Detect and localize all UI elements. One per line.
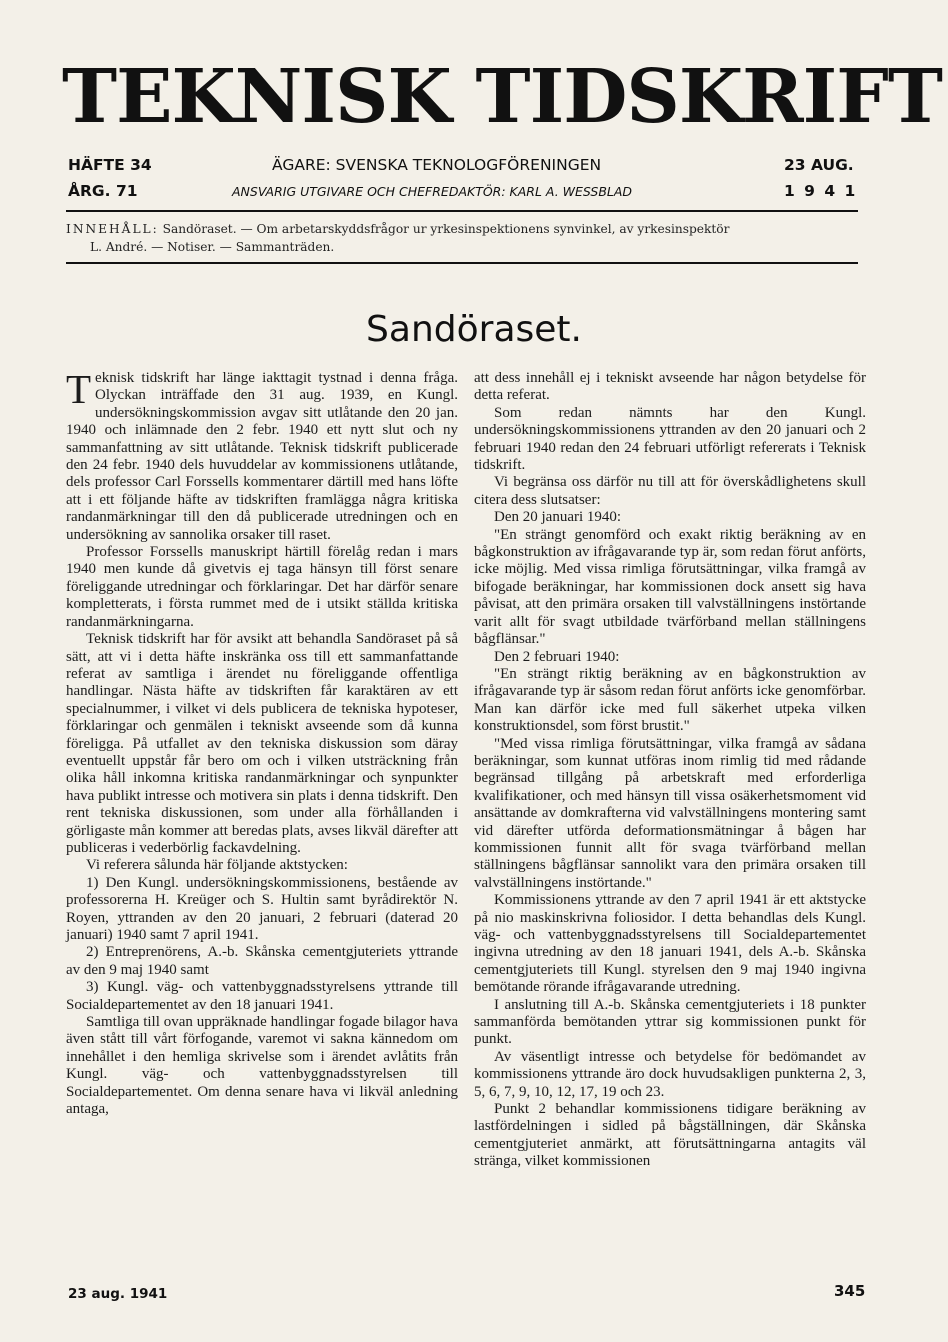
article-paragraph: Vi begränsa oss därför nu till att för överskådlighetens skull citera dess slutsatser:: [474, 474, 866, 508]
article-paragraph: 2) Entreprenörens, A.-b. Skånska cementgjuteriets yttrande av den 9 maj 1940 samt: [66, 944, 458, 978]
article-paragraph: I anslutning till A.-b. Skånska cementgjuteriets i 18 punkter sammanförda bemötanden yttrar sig kommissionen punkt för punkt.: [474, 996, 866, 1048]
contents-line-2: L. André. — Notiser. — Sammanträden.: [90, 240, 335, 254]
masthead-title: TEKNISK TIDSKRIFT: [62, 54, 942, 140]
article-paragraph: Punkt 2 behandlar kommissionens tidigare beräkning av lastfördelningen i sidled på bågställningen, där Skånska cementgjuteriet anmärkt, att förutsättningarna antagits väl stränga, vilket kommissionen: [474, 1101, 866, 1170]
article-quote: "En strängt genomförd och exakt riktig beräkning av en bågkonstruktion av ifrågavarande typ är, som redan förut anförts, icke möjlig. Med vissa rimliga förutsättningar, vilka framgå av bifogade beräkningar, har kommissionen dock ansett sig hava påvisat, att den primära orsaken till valvställningens instörtande varit allt för svagt utbildade tvärförband mellan ställningens bågflänsar.": [474, 526, 866, 648]
article-column-left: [66, 366, 458, 1118]
article-quote: "En strängt riktig beräkning av en bågkonstruktion av ifrågavarande typ är såsom redan förut anförts icke genomförbar. Man kan därför icke med full säkerhet utpeka vilken konstruktionsdel, som först brustit.": [474, 665, 866, 735]
article-paragraph: att dess innehåll ej i tekniskt avseende har någon betydelse för detta referat.: [474, 370, 866, 404]
article-paragraph: Den 20 januari 1940:: [494, 509, 622, 526]
article-paragraph: Den 2 februari 1940:: [494, 648, 620, 665]
article-paragraph: 3) Kungl. väg- och vattenbyggnadsstyrelsens yttrande till Socialdepartementet av den 18 januari 1941.: [66, 979, 458, 1013]
article-paragraph: Vi referera sålunda här följande aktstycken:: [86, 857, 348, 874]
article-paragraph: Teknisk tidskrift har för avsikt att behandla Sandöraset på så sätt, att vi i detta häfte inskränka oss till ett sammanfattande referat av samtliga i ärendet nu föreliggande offentliga handlingar. Nästa häfte av tidskriften får karaktären av ett specialnummer, i vilket vi dels publicera de tekniska hypoteser, förklaringar och genmälen i tekniskt avseende som då kunna föreligga. På utfallet av den tekniska diskussion som däray eventuellt uppstår får bero om och i vilken utsträckning från olika håll inkomna kritiska randanmärkningar och synpunkter hava publikt intresse och motivera sin plats i denna tidskrift. Den rent tekniska diskussionen, som under alla förhållanden i görligaste mån kommer att beredas plats, avses likväl därefter att publiceras i vederbörlig fackavdelning.: [66, 631, 458, 856]
article-title: Sandöraset.: [366, 309, 582, 350]
issue-date: 23 AUG.: [784, 156, 854, 174]
contents-line-1: [66, 220, 862, 238]
issue-year: 1 9 4 1: [784, 182, 858, 200]
issue-label: HÄFTE 34: [68, 156, 152, 174]
article-column-right: [474, 370, 866, 1171]
contents-label: INNEHÅLL:: [66, 222, 159, 236]
article-paragraph: Kommissionens yttrande av den 7 april 1941 är ett aktstycke på nio maskinskrivna foliosidor. I detta behandlas dels Kungl. väg- och vattenbyggnadsstyrelsens till Socialdepartementet ingivna utredning av den 18 januari 1941, dels A.-b. Skånska cementgjuteriets till Kungl. styrelsen den 9 maj 1940 ingivna bemötande rörande ifrågavarande utredning.: [474, 892, 866, 996]
table-of-contents: [66, 220, 862, 256]
contents-items: Sandöraset. — Om arbetarskyddsfrågor ur yrkesinspektionens synvinkel, av yrkesinspektör: [162, 222, 730, 236]
page-number: 345: [834, 1282, 866, 1300]
article-paragraph: Som redan nämnts har den Kungl. undersökningskommissionens yttranden av den 20 januari och 2 februari 1940 redan den 24 februari utförligt refererats i Teknisk tidskrift.: [474, 404, 866, 474]
drop-cap: T: [66, 366, 92, 412]
owner-line: ÄGARE: SVENSKA TEKNOLOGFÖRENINGEN: [272, 156, 602, 174]
volume-label: ÅRG. 71: [68, 182, 138, 200]
article-paragraph: Av väsentligt intresse och betydelse för bedömandet av kommissionens yttrande äro dock huvudsakligen punkterna 2, 3, 5, 6, 7, 9, 10, 12, 17, 19 och 23.: [474, 1048, 866, 1100]
article-paragraph: Samtliga till ovan uppräknade handlingar fogade bilagor hava även stått till vårt förfogande, varemot vi sakna kännedom om innehållet i den hemliga skrivelse som i ärendet avlåtits från Kungl. väg- och vattenbyggnadsstyrelsen till Socialdepartementet. Om denna senare hava vi likväl anledning antaga,: [66, 1014, 458, 1118]
header-rule-top: [66, 210, 858, 212]
editor-line: ANSVARIG UTGIVARE OCH CHEFREDAKTÖR: KARL A. WESSBLAD: [232, 184, 633, 199]
first-paragraph-text: eknisk tidskrift har länge iakttagit tystnad i denna fråga. Olyckan inträffade den 31 aug. 1939, en Kungl. undersökningskommission avgav sitt utlåtande den 20 jan. 1940 och inlämnade den 2 febr. 1940 ett nytt slut och ny sammanfattning av sitt utlåtande. Teknisk tidskrift publicerade den 24 febr. 1940 dels huvuddelar av kommissionens utlåtande, dels professor Carl Forssells kommentarer därtill med hans löfte att i ett följande häfte av tidskriften framlägga några kritiska randanmärkningar till den då publicerade utredningen och en undersökning av sannolika orsaker till raset.: [66, 370, 458, 543]
article-paragraph: Professor Forssells manuskript härtill förelåg redan i mars 1940 men kunde då givetvis ej taga hänsyn till först senare föreliggande utredningar och förklaringar. Det har därför senare kompletterats, i första rummet med de i utsikt ställda kritiska randanmärkningarna.: [66, 544, 458, 630]
article-paragraph: 1) Den Kungl. undersökningskommissionens, bestående av professorerna H. Kreüger och S. Hultin samt byrådirektör N. Royen, yttranden av den 20 januari, 2 februari (daterad 20 januari) 1940 samt 7 april 1941.: [66, 874, 458, 943]
article-paragraph: [66, 366, 458, 544]
footer-date: 23 aug. 1941: [68, 1286, 168, 1302]
article-quote: "Med vissa rimliga förutsättningar, vilka framgå av sådana beräkningar, som kunnat utföras inom rimlig tid med rådande begränsad tillgång på arbetskraft med erforderliga kvalifikationer, och med hänsyn till vissa osäkerhetsmoment vid ansättande av domkrafterna vid valvställningens montering samt vid därefter utförda deformationsmätningar å bågen har kommissionen funnit allt för svaga tvärförband mellan ställningens bågflänsar sannolikt vara den primära orsaken till valvställningens instörtande.": [474, 735, 866, 891]
header-rule-bottom: [66, 262, 858, 264]
